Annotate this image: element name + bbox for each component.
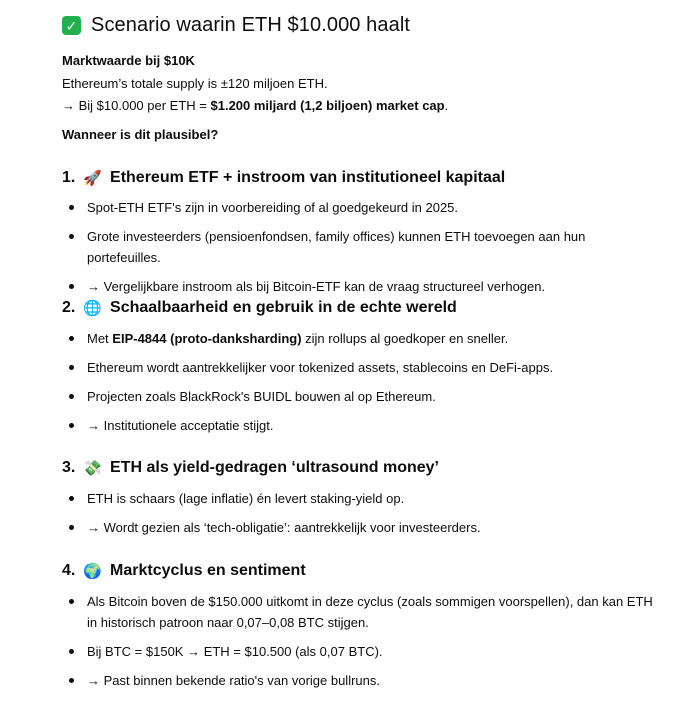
section-2-number: 2. <box>62 299 76 316</box>
section-4-number: 4. <box>62 562 76 579</box>
section-2-list <box>62 328 662 436</box>
page-title-text: Scenario waarin ETH $10.000 haalt <box>91 14 411 36</box>
section-2-title: Schaalbaarheid en gebruik in de echte wereld <box>110 299 457 316</box>
section-1-list <box>62 197 662 297</box>
section-3-number: 3. <box>62 459 76 476</box>
section-2-heading <box>62 299 457 317</box>
intro-line-2-suffix: . <box>444 98 449 113</box>
list-item <box>62 328 662 349</box>
bullet-prefix: Met <box>87 331 113 346</box>
rocket-icon: 🚀 <box>83 169 103 187</box>
money-icon: 💸 <box>83 459 103 477</box>
globe-icon: 🌐 <box>83 299 103 317</box>
page-title <box>62 14 410 37</box>
section-3-title: ETH als yield-gedragen ‘ultrasound money’ <box>110 459 439 476</box>
list-item: → Institutionele acceptatie stijgt. <box>62 415 662 436</box>
intro-line-2 <box>62 97 448 115</box>
list-item: Projecten zoals BlackRock's BUIDL bouwen al op Ethereum. <box>62 386 662 407</box>
list-item: → Vergelijkbare instroom als bij Bitcoin-ETF kan de vraag structureel verhogen. <box>62 276 662 297</box>
intro-heading: Marktwaarde bij $10K <box>62 53 195 68</box>
list-item: Spot-ETH ETF's zijn in voorbereiding of al goedgekeurd in 2025. <box>62 197 662 218</box>
list-item: → Wordt gezien als ‘tech-obligatie’: aantrekkelijk voor investeerders. <box>62 517 662 538</box>
intro-question: Wanneer is dit plausibel? <box>62 127 219 142</box>
intro-line-1: Ethereum’s totale supply is ±120 miljoen ETH. <box>62 76 328 91</box>
section-4-heading <box>62 562 306 580</box>
list-item: Bij BTC = $150K → ETH = $10.500 (als 0,07 BTC). <box>62 641 662 662</box>
section-1-heading <box>62 169 505 187</box>
earth-icon: 🌍 <box>83 562 103 580</box>
list-item: Grote investeerders (pensioenfondsen, family offices) kunnen ETH toevoegen aan hun portefeuilles. <box>62 226 662 268</box>
intro-line-2-bold: $1.200 miljard (1,2 biljoen) market cap <box>210 98 445 113</box>
section-1-title: Ethereum ETF + instroom van institutioneel kapitaal <box>110 169 506 186</box>
check-icon: ✓ <box>62 16 81 35</box>
list-item: ETH is schaars (lage inflatie) én levert staking-yield op. <box>62 488 662 509</box>
list-item: Als Bitcoin boven de $150.000 uitkomt in deze cyclus (zoals sommigen voorspellen), dan kan ETH in historisch patroon naar 0,07–0,08 BTC stijgen. <box>62 591 662 633</box>
section-4-list <box>62 591 662 691</box>
section-3-list <box>62 488 662 538</box>
section-1-number: 1. <box>62 169 76 186</box>
bullet-suffix: zijn rollups al goedkoper en sneller. <box>301 331 509 346</box>
bullet-bold: EIP-4844 (proto-danksharding) <box>112 331 302 346</box>
section-3-heading <box>62 459 439 477</box>
section-4-title: Marktcyclus en sentiment <box>110 562 306 579</box>
intro-line-2-prefix: → Bij $10.000 per ETH = <box>62 98 211 113</box>
list-item: → Past binnen bekende ratio's van vorige bullruns. <box>62 670 662 691</box>
list-item: Ethereum wordt aantrekkelijker voor tokenized assets, stablecoins en DeFi-apps. <box>62 357 662 378</box>
